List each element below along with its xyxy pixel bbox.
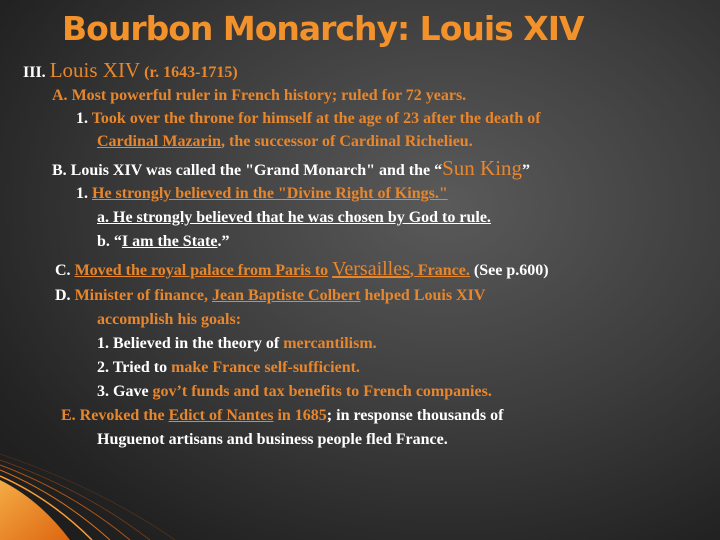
point-b-text: B. Louis XIV was called the "Grand Monarch" and the “ (52, 162, 443, 179)
point-bb-pre: b. “ (97, 233, 122, 250)
point-e-label: E. (61, 407, 76, 424)
outline-heading (23, 60, 238, 83)
point-bb (97, 232, 229, 252)
point-c (55, 259, 549, 281)
state-quote: I am the State (121, 233, 218, 250)
heading-number: III. (23, 64, 46, 81)
point-d (55, 286, 485, 306)
point-a1-text-2: , the successor of Cardinal Richelieu. (221, 133, 473, 150)
point-c-text-2: , France. (409, 262, 470, 279)
point-bb-post: .” (217, 233, 230, 250)
point-a1-text: Took over the throne for himself at the age of 23 after the death of (91, 110, 541, 127)
point-b1-number: 1. (76, 185, 88, 202)
page-reference: (See p.600) (473, 262, 549, 279)
point-b-end: ” (522, 162, 531, 179)
point-a (52, 86, 466, 106)
point-e-text: Revoked the (79, 407, 165, 424)
versailles-text: Versailles (332, 258, 410, 280)
point-b1-text: He strongly believed in the "Divine Right of Kings." (92, 185, 448, 202)
point-e-cont: Huguenot artisans and business people fled France. (97, 431, 448, 448)
point-d1-text: 1. Believed in the theory of (97, 335, 280, 352)
point-d3-text: 3. Gave (97, 383, 149, 400)
point-e-year: 1685 (294, 407, 327, 424)
heading-reign: (r. 1643-1715) (144, 64, 238, 81)
point-a-label: A. (52, 87, 68, 104)
slide-title: Bourbon Monarchy: Louis XIV (62, 9, 584, 48)
point-d-label: D. (55, 287, 71, 304)
point-a1-cont (97, 132, 473, 152)
point-b1 (76, 184, 448, 204)
point-a1-number: 1. (76, 110, 88, 127)
point-a-text: Most powerful ruler in French history; ruled for 72 years. (71, 87, 467, 104)
edict-of-nantes: Edict of Nantes (168, 407, 274, 424)
corner-decoration (0, 440, 720, 540)
colbert-name: Jean Baptiste Colbert (212, 287, 361, 304)
point-d-text: Minister of finance, (74, 287, 209, 304)
self-sufficient-term: make France self-sufficient. (171, 359, 360, 376)
point-e-text-2: ; in response thousands of (326, 407, 504, 424)
point-c-text: Moved the royal palace from Paris to (74, 262, 329, 279)
sun-king-text: Sun King (442, 156, 523, 180)
point-d2-text: 2. Tried to (97, 359, 168, 376)
point-d1 (97, 334, 377, 354)
point-ba: a. He strongly believed that he was chosen by God to rule. (97, 209, 491, 226)
mercantilism-term: mercantilism. (283, 335, 377, 352)
point-d-cont: accomplish his goals: (97, 311, 242, 328)
mazarin-link: Cardinal Mazarin (97, 133, 221, 150)
point-a1 (76, 109, 541, 129)
point-d2 (97, 358, 360, 378)
point-d-text-2: helped Louis XIV (364, 287, 486, 304)
heading-name: Louis XIV (49, 58, 141, 82)
point-b (52, 158, 530, 181)
point-e (61, 406, 503, 426)
funds-term: gov’t funds and tax benefits to French companies. (152, 383, 492, 400)
point-e-in: in (277, 407, 291, 424)
point-d3 (97, 382, 492, 402)
point-c-label: C. (55, 262, 71, 279)
